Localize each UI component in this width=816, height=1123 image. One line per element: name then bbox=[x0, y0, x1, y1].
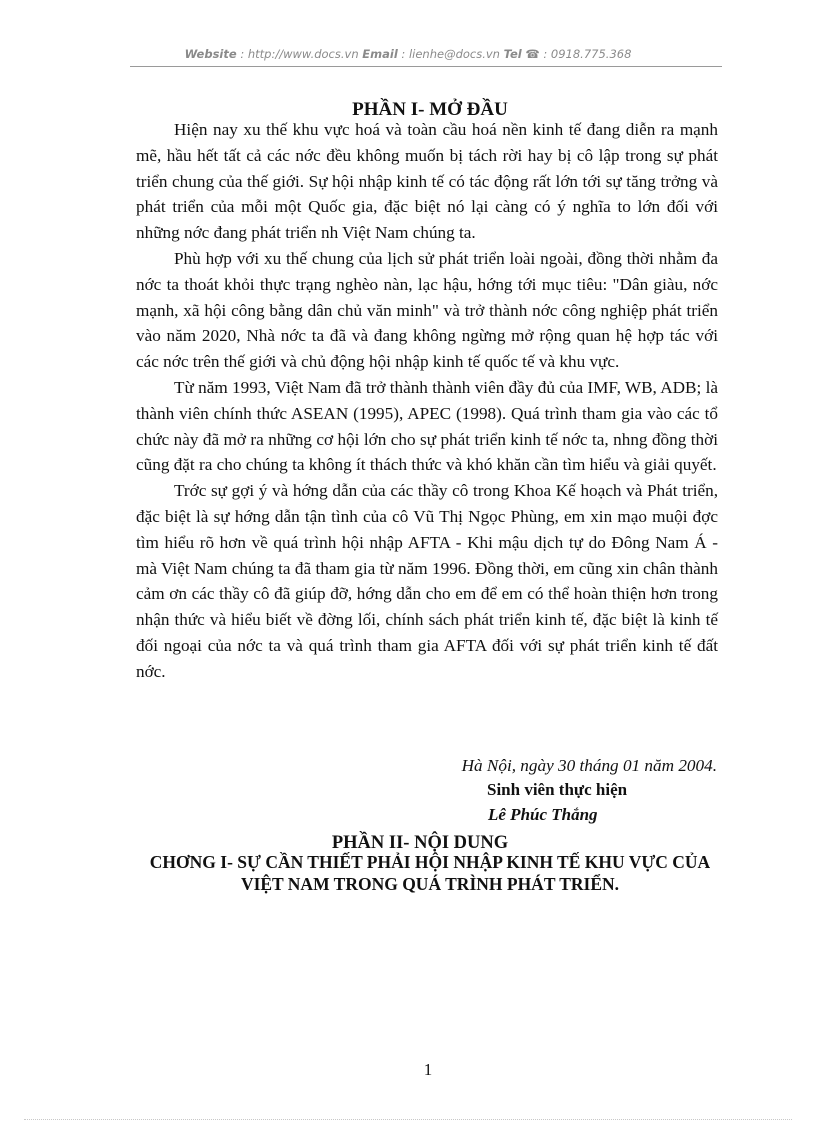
email-label: Email bbox=[362, 47, 398, 61]
chapter-title: CHƠNG I- SỰ CẦN THIẾT PHẢI HỘI NHẬP KINH TẾ KHU VỰC CỦA VIỆT NAM TRONG QUÁ TRÌNH PHÁT TRIỂN. bbox=[149, 852, 711, 894]
paragraph-3: Từ năm 1993, Việt Nam đã trở thành thành viên đầy đủ của IMF, WB, ADB; là thành viên chính thức ASEAN (1995), APEC (1998). Quá trình tham gia vào các tổ chức này đã mở ra những cơ hội lớn cho sự phát triển kinh tế nớc ta, nhng đồng thời cũng đặt ra cho chúng ta không ít thách thức và khó khăn cần tìm hiểu và giải quyết. bbox=[136, 377, 718, 475]
tel-label: Tel bbox=[503, 47, 522, 61]
website-label: Website bbox=[184, 47, 237, 61]
paragraph-1: Hiện nay xu thế khu vực hoá và toàn cầu hoá nền kinh tế đang diễn ra mạnh mẽ, hầu hết tất cả các nớc đều không muốn bị tách rời hay bị cô lập trong sự phát triển chung của thế giới. Sự hội nhập kinh tế có tác động rất lớn tới sự tăng trởng và phát triển của mỗi một Quốc gia, đặc biệt nó lại càng có ý nghĩa to lớn đối với những nớc đang phát triển nh Việt Nam chúng ta. bbox=[136, 120, 718, 243]
date-line: Hà Nội, ngày 30 tháng 01 năm 2004. bbox=[461, 756, 717, 775]
paragraph-2: Phù hợp với xu thế chung của lịch sử phát triển loài ngoài, đồng thời nhằm đa nớc ta thoát khỏi thực trạng nghèo nàn, lạc hậu, hớng tới mục tiêu: "Dân giàu, nớc mạnh, xã hội công bằng dân chủ văn minh" và trở thành nớc công nghiệp phát triển vào năm 2020, Nhà nớc ta đã và đang không ngừng mở rộng quan hệ hợp tác với các nớc trên thế giới và chủ động hội nhập kinh tế quốc tế và khu vực. bbox=[136, 248, 718, 372]
footer-divider bbox=[24, 1119, 792, 1120]
signer-name: Lê Phúc Thắng bbox=[488, 805, 598, 824]
section-2-title: PHẦN II- NỘI DUNG bbox=[331, 833, 509, 853]
tel-value: ☎ : 0918.775.368 bbox=[525, 47, 632, 61]
email-value: : lienhe@docs.vn bbox=[401, 47, 500, 61]
paragraph-4: Trớc sự gợi ý và hớng dẫn của các thầy cô trong Khoa Kế hoạch và Phát triển, đặc biệt là sự hớng dẫn tận tình của cô Vũ Thị Ngọc Phùng, em xin mạo muội đợc tìm hiểu rõ hơn về quá trình hội nhập AFTA - Khi mậu dịch tự do Đông Nam Á - mà Việt Nam chúng ta đã tham gia từ năm 1996. Đồng thời, em cũng xin chân thành cảm ơn các thầy cô đã giúp đỡ, hớng dẫn cho em để em có thể hoàn thiện hơn trong nhận thức và hiểu biết về đờng lối, chính sách phát triển kinh tế, đặc biệt là kinh tế đối ngoại của nớc ta và quá trình tham gia AFTA đối với sự phát triển kinh tế đất nớc. bbox=[136, 481, 718, 681]
signer-label: Sinh viên thực hiện bbox=[487, 780, 628, 799]
website-value: : http://www.docs.vn bbox=[240, 47, 359, 61]
intro-body bbox=[136, 117, 718, 685]
section-1-title: PHẦN I- MỞ ĐẦU bbox=[352, 99, 508, 120]
page-number: 1 bbox=[423, 1060, 433, 1079]
header-divider bbox=[130, 66, 722, 67]
page-header bbox=[0, 47, 816, 61]
